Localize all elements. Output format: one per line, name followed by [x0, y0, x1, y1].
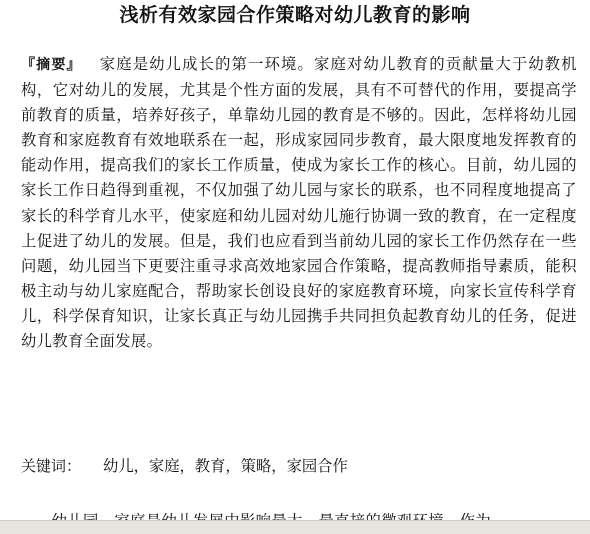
- horizontal-scrollbar[interactable]: [0, 520, 590, 534]
- keywords-text: 幼儿，家庭，教育，策略，家园合作: [103, 457, 348, 475]
- keywords-label: 关键词：: [21, 457, 82, 475]
- abstract-label: 『摘要』: [21, 57, 82, 73]
- abstract-text: 家庭是幼儿成长的第一环境。家庭对幼儿教育的贡献量大于幼教机构，它对幼儿的发展，尤其是个性方面的发展，具有不可替代的作用，要提高学前教育的质量，培养好孩子，单靠幼儿园的教育是不够的。因此，怎样将幼儿园教育和家庭教育有效地联系在一起，形成家园同步教育，最大限度地发挥教育的能动作用，提高我们的家长工作质量，使成为家长工作的核心。目前，幼儿园的家长工作日趋得到重视，不仅加强了幼儿园与家长的联系，也不同程度地提高了家长的科学育儿水平，使家庭和幼儿园对幼儿施行协调一致的教育，在一定程度上促进了幼儿的发展。但是，我们也应看到当前幼儿园的家长工作仍然存在一些问题，幼儿园当下更要注重寻求高效地家园合作策略，提高教师指导素质，能积极主动与幼儿家庭配合，帮助家长创设良好的家庭教育环境，向家长宣传科学育儿，科学保育知识，让家长真正与幼儿园携手共同担负起教育幼儿的任务，促进幼儿教育全面发展。: [21, 55, 577, 351]
- keywords-line: [21, 454, 577, 478]
- abstract-paragraph: [21, 52, 577, 354]
- document-title: 浅析有效家园合作策略对幼儿教育的影响: [119, 4, 471, 26]
